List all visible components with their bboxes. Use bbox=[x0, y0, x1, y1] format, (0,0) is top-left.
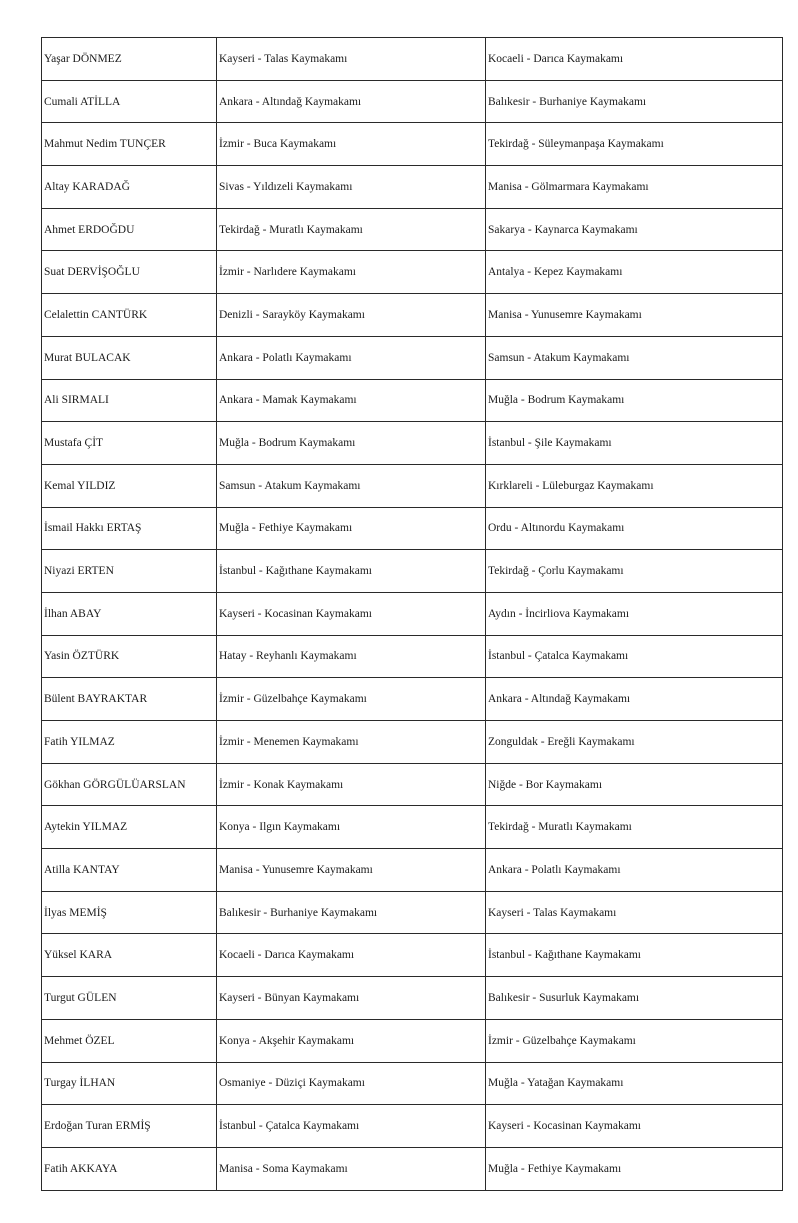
current-post-cell: İzmir - Güzelbahçe Kaymakamı bbox=[217, 678, 486, 721]
table-row bbox=[42, 721, 783, 764]
table-row bbox=[42, 123, 783, 166]
new-post-cell: Zonguldak - Ereğli Kaymakamı bbox=[486, 721, 783, 764]
current-post-cell: İzmir - Konak Kaymakamı bbox=[217, 763, 486, 806]
current-post-cell: Muğla - Bodrum Kaymakamı bbox=[217, 422, 486, 465]
new-post-cell: Aydın - İncirliova Kaymakamı bbox=[486, 592, 783, 635]
table-row bbox=[42, 806, 783, 849]
current-post-cell: Osmaniye - Düziçi Kaymakamı bbox=[217, 1062, 486, 1105]
table-row bbox=[42, 464, 783, 507]
person-name-cell: Celalettin CANTÜRK bbox=[42, 294, 217, 337]
new-post-cell: Antalya - Kepez Kaymakamı bbox=[486, 251, 783, 294]
person-name-cell: Gökhan GÖRGÜLÜARSLAN bbox=[42, 763, 217, 806]
current-post-cell: Kayseri - Kocasinan Kaymakamı bbox=[217, 592, 486, 635]
current-post-cell: Hatay - Reyhanlı Kaymakamı bbox=[217, 635, 486, 678]
person-name-cell: Yaşar DÖNMEZ bbox=[42, 38, 217, 81]
current-post-cell: Ankara - Mamak Kaymakamı bbox=[217, 379, 486, 422]
person-name-cell: Erdoğan Turan ERMİŞ bbox=[42, 1105, 217, 1148]
current-post-cell: Konya - Ilgın Kaymakamı bbox=[217, 806, 486, 849]
table-row bbox=[42, 294, 783, 337]
person-name-cell: Mustafa ÇİT bbox=[42, 422, 217, 465]
person-name-cell: Bülent BAYRAKTAR bbox=[42, 678, 217, 721]
table-row bbox=[42, 208, 783, 251]
current-post-cell: Ankara - Altındağ Kaymakamı bbox=[217, 80, 486, 123]
person-name-cell: İsmail Hakkı ERTAŞ bbox=[42, 507, 217, 550]
current-post-cell: Manisa - Yunusemre Kaymakamı bbox=[217, 849, 486, 892]
table-row bbox=[42, 379, 783, 422]
person-name-cell: Kemal YILDIZ bbox=[42, 464, 217, 507]
table-row bbox=[42, 849, 783, 892]
assignment-table bbox=[41, 37, 783, 1191]
table-row bbox=[42, 1019, 783, 1062]
current-post-cell: Kocaeli - Darıca Kaymakamı bbox=[217, 934, 486, 977]
new-post-cell: İstanbul - Şile Kaymakamı bbox=[486, 422, 783, 465]
table-row bbox=[42, 1062, 783, 1105]
new-post-cell: Sakarya - Kaynarca Kaymakamı bbox=[486, 208, 783, 251]
new-post-cell: İstanbul - Kağıthane Kaymakamı bbox=[486, 934, 783, 977]
new-post-cell: Samsun - Atakum Kaymakamı bbox=[486, 336, 783, 379]
person-name-cell: Mehmet ÖZEL bbox=[42, 1019, 217, 1062]
new-post-cell: Tekirdağ - Çorlu Kaymakamı bbox=[486, 550, 783, 593]
person-name-cell: Suat DERVİŞOĞLU bbox=[42, 251, 217, 294]
new-post-cell: Kocaeli - Darıca Kaymakamı bbox=[486, 38, 783, 81]
person-name-cell: Turgut GÜLEN bbox=[42, 977, 217, 1020]
person-name-cell: Fatih YILMAZ bbox=[42, 721, 217, 764]
new-post-cell: İstanbul - Çatalca Kaymakamı bbox=[486, 635, 783, 678]
current-post-cell: Kayseri - Bünyan Kaymakamı bbox=[217, 977, 486, 1020]
table-row bbox=[42, 763, 783, 806]
new-post-cell: Ankara - Altındağ Kaymakamı bbox=[486, 678, 783, 721]
current-post-cell: Konya - Akşehir Kaymakamı bbox=[217, 1019, 486, 1062]
assignment-table-body bbox=[42, 38, 783, 1191]
person-name-cell: Altay KARADAĞ bbox=[42, 166, 217, 209]
person-name-cell: Murat BULACAK bbox=[42, 336, 217, 379]
new-post-cell: Kayseri - Talas Kaymakamı bbox=[486, 891, 783, 934]
current-post-cell: Balıkesir - Burhaniye Kaymakamı bbox=[217, 891, 486, 934]
table-row bbox=[42, 251, 783, 294]
table-row bbox=[42, 635, 783, 678]
person-name-cell: Ahmet ERDOĞDU bbox=[42, 208, 217, 251]
new-post-cell: İzmir - Güzelbahçe Kaymakamı bbox=[486, 1019, 783, 1062]
new-post-cell: Muğla - Yatağan Kaymakamı bbox=[486, 1062, 783, 1105]
new-post-cell: Muğla - Bodrum Kaymakamı bbox=[486, 379, 783, 422]
table-row bbox=[42, 38, 783, 81]
current-post-cell: Denizli - Sarayköy Kaymakamı bbox=[217, 294, 486, 337]
table-row bbox=[42, 934, 783, 977]
table-row bbox=[42, 592, 783, 635]
table-row bbox=[42, 977, 783, 1020]
new-post-cell: Balıkesir - Susurluk Kaymakamı bbox=[486, 977, 783, 1020]
person-name-cell: Ali SIRMALI bbox=[42, 379, 217, 422]
new-post-cell: Kırklareli - Lüleburgaz Kaymakamı bbox=[486, 464, 783, 507]
person-name-cell: Aytekin YILMAZ bbox=[42, 806, 217, 849]
new-post-cell: Ankara - Polatlı Kaymakamı bbox=[486, 849, 783, 892]
table-row bbox=[42, 891, 783, 934]
table-row bbox=[42, 422, 783, 465]
person-name-cell: İlhan ABAY bbox=[42, 592, 217, 635]
person-name-cell: Turgay İLHAN bbox=[42, 1062, 217, 1105]
table-row bbox=[42, 678, 783, 721]
current-post-cell: İzmir - Buca Kaymakamı bbox=[217, 123, 486, 166]
new-post-cell: Ordu - Altınordu Kaymakamı bbox=[486, 507, 783, 550]
current-post-cell: İstanbul - Kağıthane Kaymakamı bbox=[217, 550, 486, 593]
current-post-cell: Sivas - Yıldızeli Kaymakamı bbox=[217, 166, 486, 209]
new-post-cell: Niğde - Bor Kaymakamı bbox=[486, 763, 783, 806]
person-name-cell: Fatih AKKAYA bbox=[42, 1147, 217, 1190]
table-row bbox=[42, 1147, 783, 1190]
person-name-cell: Yasin ÖZTÜRK bbox=[42, 635, 217, 678]
person-name-cell: Yüksel KARA bbox=[42, 934, 217, 977]
current-post-cell: Muğla - Fethiye Kaymakamı bbox=[217, 507, 486, 550]
current-post-cell: Ankara - Polatlı Kaymakamı bbox=[217, 336, 486, 379]
new-post-cell: Manisa - Yunusemre Kaymakamı bbox=[486, 294, 783, 337]
new-post-cell: Tekirdağ - Süleymanpaşa Kaymakamı bbox=[486, 123, 783, 166]
new-post-cell: Tekirdağ - Muratlı Kaymakamı bbox=[486, 806, 783, 849]
new-post-cell: Kayseri - Kocasinan Kaymakamı bbox=[486, 1105, 783, 1148]
current-post-cell: İzmir - Narlıdere Kaymakamı bbox=[217, 251, 486, 294]
table-row bbox=[42, 166, 783, 209]
new-post-cell: Manisa - Gölmarmara Kaymakamı bbox=[486, 166, 783, 209]
person-name-cell: Cumali ATİLLA bbox=[42, 80, 217, 123]
person-name-cell: Mahmut Nedim TUNÇER bbox=[42, 123, 217, 166]
current-post-cell: Manisa - Soma Kaymakamı bbox=[217, 1147, 486, 1190]
current-post-cell: Tekirdağ - Muratlı Kaymakamı bbox=[217, 208, 486, 251]
table-row bbox=[42, 336, 783, 379]
current-post-cell: Kayseri - Talas Kaymakamı bbox=[217, 38, 486, 81]
current-post-cell: İstanbul - Çatalca Kaymakamı bbox=[217, 1105, 486, 1148]
table-row bbox=[42, 507, 783, 550]
table-row bbox=[42, 80, 783, 123]
current-post-cell: İzmir - Menemen Kaymakamı bbox=[217, 721, 486, 764]
person-name-cell: İlyas MEMİŞ bbox=[42, 891, 217, 934]
person-name-cell: Niyazi ERTEN bbox=[42, 550, 217, 593]
new-post-cell: Muğla - Fethiye Kaymakamı bbox=[486, 1147, 783, 1190]
person-name-cell: Atilla KANTAY bbox=[42, 849, 217, 892]
new-post-cell: Balıkesir - Burhaniye Kaymakamı bbox=[486, 80, 783, 123]
table-row bbox=[42, 550, 783, 593]
table-row bbox=[42, 1105, 783, 1148]
current-post-cell: Samsun - Atakum Kaymakamı bbox=[217, 464, 486, 507]
